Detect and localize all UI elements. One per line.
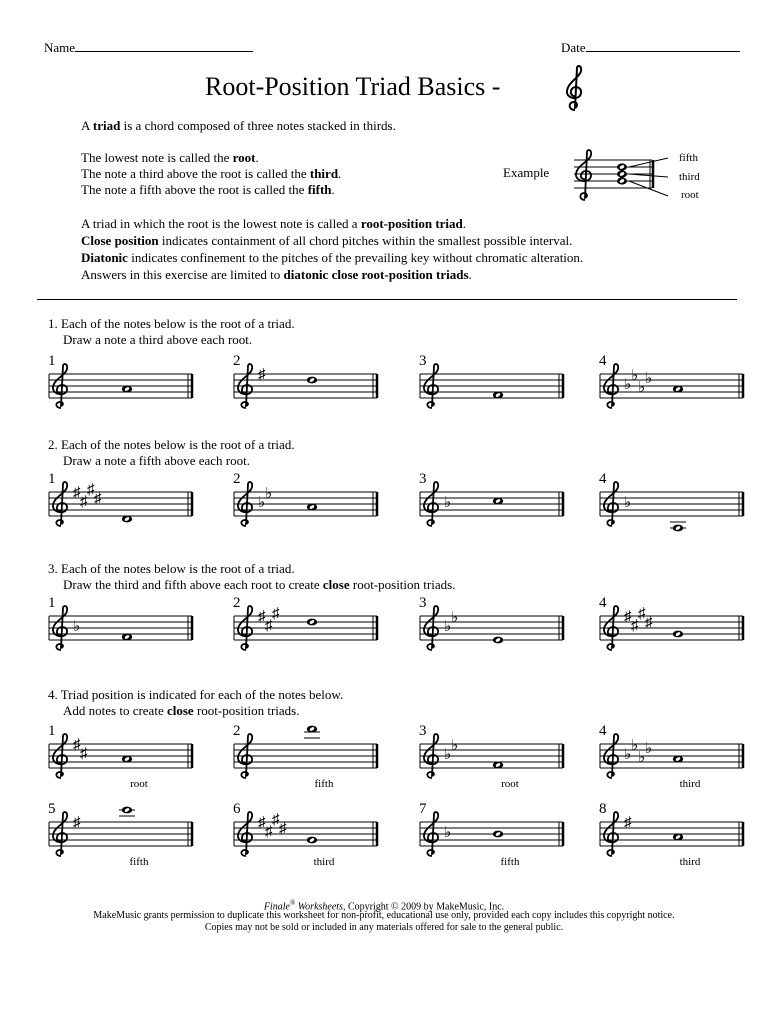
flat-icon: ♭ xyxy=(444,747,452,763)
staff-12[interactable] xyxy=(598,594,751,664)
flat-icon: ♭ xyxy=(631,368,639,384)
sharp-icon: ♯ xyxy=(73,485,81,501)
flat-icon: ♭ xyxy=(73,619,81,635)
sharp-icon: ♯ xyxy=(258,367,266,383)
staff-number: 4 xyxy=(599,723,607,739)
definition-line-4: Answers in this exercise are limited to diatonic close root-position triads. xyxy=(81,267,472,282)
staff-5[interactable] xyxy=(47,470,200,540)
position-label: fifth xyxy=(500,856,520,868)
date-label: Date xyxy=(561,40,586,55)
sharp-icon: ♯ xyxy=(645,615,653,631)
page-title xyxy=(205,72,500,102)
staff-11[interactable] xyxy=(418,594,571,664)
position-label: root xyxy=(130,778,148,790)
footer-copyright: Finale® Worksheets, Copyright © 2009 by MakeMusic, Inc. xyxy=(263,899,505,913)
staff-8[interactable] xyxy=(598,470,751,540)
sharp-icon: ♯ xyxy=(624,815,632,831)
position-label: third xyxy=(679,778,701,790)
staff-number: 2 xyxy=(233,595,241,611)
sharp-icon: ♯ xyxy=(80,494,88,510)
sharp-icon: ♯ xyxy=(73,815,81,831)
sharp-icon: ♯ xyxy=(258,815,266,831)
staff-10[interactable] xyxy=(232,594,385,664)
footer-restriction: Copies may not be sold or included in any materials offered for sale to the general public. xyxy=(204,922,564,933)
sharp-icon: ♯ xyxy=(73,737,81,753)
intro-third-line: The note a third above the root is called the third. xyxy=(81,166,342,181)
flat-icon: ♭ xyxy=(258,495,266,511)
flat-icon: ♭ xyxy=(265,486,273,502)
staff-number: 6 xyxy=(233,801,241,817)
staff-number: 3 xyxy=(419,595,427,611)
date-line xyxy=(586,38,740,52)
sharp-icon: ♯ xyxy=(272,812,280,828)
section-1-instructions: 1. Each of the notes below is the root of a triad. Draw a note a third above each root. xyxy=(48,316,295,347)
position-label: fifth xyxy=(129,856,149,868)
divider xyxy=(37,299,737,300)
sharp-icon: ♯ xyxy=(631,618,639,634)
staff-number: 1 xyxy=(48,353,56,369)
staff-number: 3 xyxy=(419,353,427,369)
name-label: Name xyxy=(44,40,76,55)
intro-root-line: The lowest note is called the root. xyxy=(81,150,259,165)
staff-number: 2 xyxy=(233,723,241,739)
staff-number: 3 xyxy=(419,723,427,739)
staff-4[interactable] xyxy=(598,352,751,422)
example-fifth-label: fifth xyxy=(679,152,698,164)
position-label: third xyxy=(679,856,701,868)
example-label: Example xyxy=(503,165,550,180)
flat-icon: ♭ xyxy=(624,377,632,393)
flat-icon: ♭ xyxy=(631,738,639,754)
staff-number: 4 xyxy=(599,595,607,611)
flat-icon: ♭ xyxy=(624,747,632,763)
staff-number: 4 xyxy=(599,353,607,369)
staff-3[interactable] xyxy=(418,352,571,422)
staff-number: 1 xyxy=(48,595,56,611)
section-3-instructions: 3. Each of the notes below is the root of a triad. Draw the third and fifth above each root to create close root-position triads. xyxy=(48,561,456,592)
staff-1[interactable] xyxy=(47,352,200,422)
section-2-instructions: 2. Each of the notes below is the root of a triad. Draw a note a fifth above each root. xyxy=(48,437,295,468)
sharp-icon: ♯ xyxy=(272,606,280,622)
flat-icon: ♭ xyxy=(645,371,653,387)
example-root-label: root xyxy=(681,189,699,201)
definition-line-1: A triad in which the root is the lowest note is called a root-position triad. xyxy=(81,216,467,231)
date-field[interactable] xyxy=(561,38,740,56)
position-label: fifth xyxy=(314,778,334,790)
section-4-instructions: 4. Triad position is indicated for each of the notes below. Add notes to create close root-position triads. xyxy=(48,687,344,718)
definition-line-3: Diatonic indicates confinement to the pitches of the prevailing key without chromatic alteration. xyxy=(81,250,584,265)
staff-9[interactable] xyxy=(47,594,200,664)
flat-icon: ♭ xyxy=(444,825,452,841)
position-label: third xyxy=(313,856,335,868)
staff-number: 4 xyxy=(599,471,607,487)
sharp-icon: ♯ xyxy=(258,609,266,625)
sharp-icon: ♯ xyxy=(94,491,102,507)
intro-line-1: A triad is a chord composed of three notes stacked in thirds. xyxy=(81,118,396,133)
flat-icon: ♭ xyxy=(638,380,646,396)
flat-icon: ♭ xyxy=(638,750,646,766)
staff-number: 5 xyxy=(48,801,56,817)
staff-number: 2 xyxy=(233,471,241,487)
staff-number: 2 xyxy=(233,353,241,369)
sharp-icon: ♯ xyxy=(624,609,632,625)
definition-line-2: Close position indicates containment of all chord pitches within the smallest possible interval. xyxy=(81,233,573,248)
staff-number: 1 xyxy=(48,471,56,487)
page-title-text: Root-Position Triad Basics - xyxy=(205,72,501,101)
sharp-icon: ♯ xyxy=(279,821,287,837)
treble-clef-icon xyxy=(564,64,586,112)
flat-icon: ♭ xyxy=(444,619,452,635)
sharp-icon: ♯ xyxy=(87,482,95,498)
name-field[interactable] xyxy=(44,38,253,56)
position-label: root xyxy=(501,778,519,790)
staff-7[interactable] xyxy=(418,470,571,540)
sharp-icon: ♯ xyxy=(80,746,88,762)
sharp-icon: ♯ xyxy=(265,618,273,634)
flat-icon: ♭ xyxy=(444,495,452,511)
staff-number: 7 xyxy=(419,801,427,817)
staff-number: 8 xyxy=(599,801,607,817)
flat-icon: ♭ xyxy=(624,495,632,511)
intro-fifth-line: The note a fifth above the root is called the fifth. xyxy=(81,182,335,197)
staff-6[interactable] xyxy=(232,470,385,540)
name-line xyxy=(75,38,253,52)
flat-icon: ♭ xyxy=(645,741,653,757)
sharp-icon: ♯ xyxy=(265,824,273,840)
staff-number: 3 xyxy=(419,471,427,487)
staff-2[interactable] xyxy=(232,352,385,422)
flat-icon: ♭ xyxy=(451,738,459,754)
footer-permission: MakeMusic grants permission to duplicate this worksheet for non-profit, educational use only, provided each copy includes this copyright notice. xyxy=(93,910,675,921)
sharp-icon: ♯ xyxy=(638,606,646,622)
example-third-label: third xyxy=(679,171,700,183)
flat-icon: ♭ xyxy=(451,610,459,626)
staff-number: 1 xyxy=(48,723,56,739)
